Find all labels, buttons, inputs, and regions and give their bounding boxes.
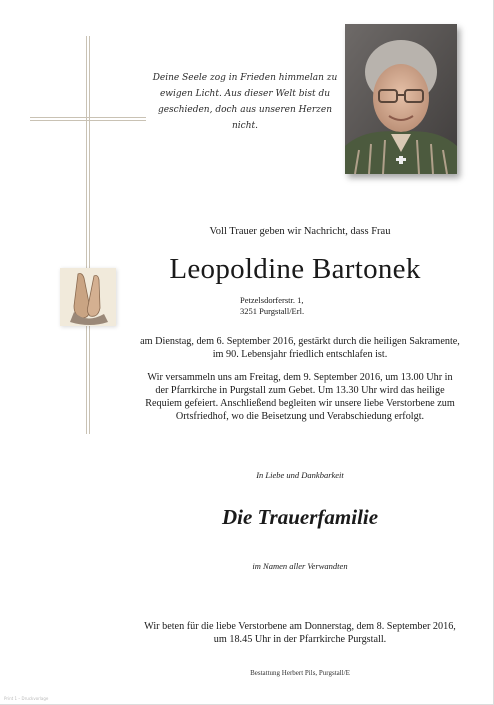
funeral-home: Bestattung Herbert Pils, Purgstall/E [250, 669, 350, 677]
memorial-verse: Deine Seele zog in Frieden himmelan zu ewigen Licht. Aus dieser Welt bist du geschieden, doch aus unseren Herzen nicht. [152, 73, 338, 131]
cross-vertical-line [86, 36, 90, 434]
address-line-2: 3251 Purgstall/Erl. [240, 306, 305, 316]
family-signature: Die Trauerfamilie [221, 505, 379, 529]
portrait-photo [345, 24, 457, 174]
print-footnote: Print 1 – Druckvorlage [4, 696, 49, 701]
intro-line: Voll Trauer geben wir Nachricht, dass Frau [209, 226, 391, 237]
relatives-line: im Namen aller Verwandten [252, 561, 348, 571]
service-details: Wir versammeln uns am Freitag, dem 9. September 2016, um 13.00 Uhr in der Pfarrkirche in Purgstall zum Gebet. Um 13.30 Uhr wird das heilige Requiem gefeiert. Anschließend begleiten wir unsere liebe Verstorbene zum Ortsfriedhof, wo die Beisetzung und Verabschiedung erfolgt. [145, 372, 455, 422]
address-line-1: Petzelsdorferstr. 1, [240, 295, 304, 305]
death-announcement: am Dienstag, dem 6. September 2016, gestärkt durch die heiligen Sakramente, im 90. Lebensjahr friedlich entschlafen ist. [140, 336, 460, 360]
cross-horizontal-line [30, 117, 146, 121]
address-block [240, 295, 380, 317]
prayer-details: Wir beten für die liebe Verstorbene am Donnerstag, dem 8. September 2016, um 18.45 Uhr in der Pfarrkirche Purgstall. [144, 621, 456, 645]
love-line: In Liebe und Dankbarkeit [256, 470, 344, 480]
praying-hands-image [60, 268, 116, 326]
deceased-name: Leopoldine Bartonek [169, 253, 421, 285]
